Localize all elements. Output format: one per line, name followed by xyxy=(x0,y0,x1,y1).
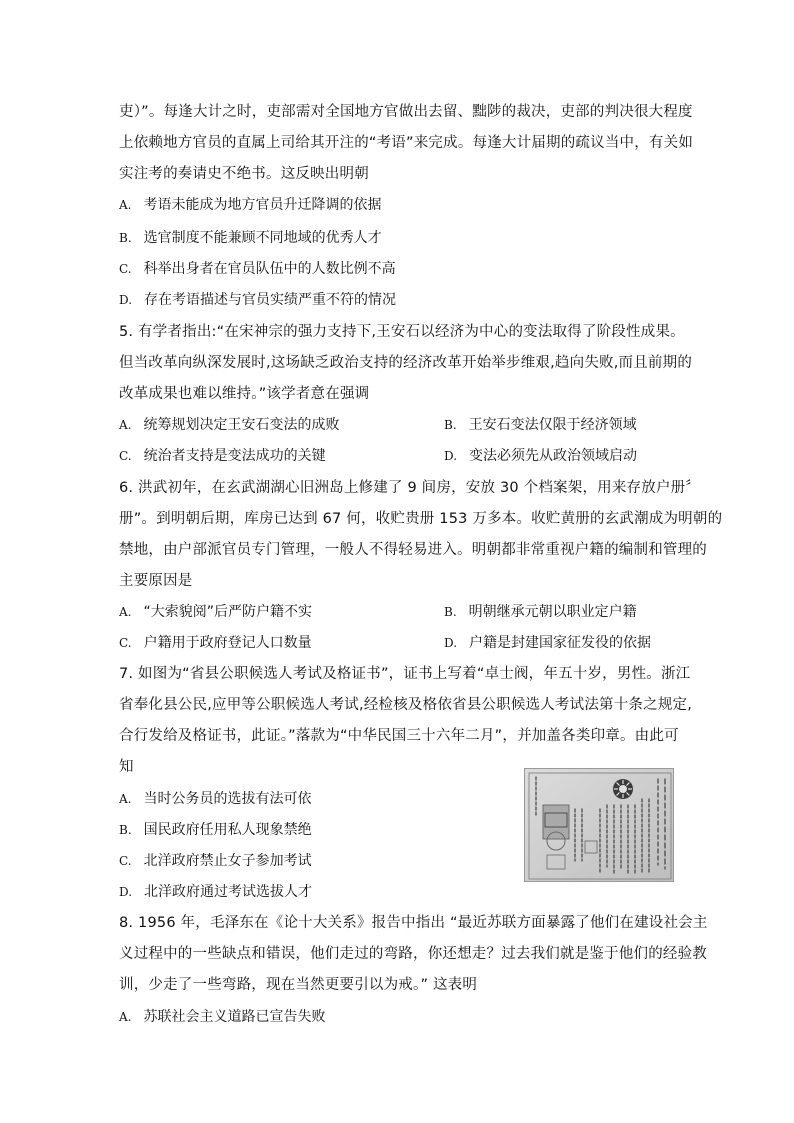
option-text: 考语未能成为地方官员升迁降调的依据 xyxy=(143,197,382,213)
option-text: 户籍用于政府登记人口数量 xyxy=(143,635,312,651)
q4-stem-line: 上依赖地方官员的直属上司给其开注的“考语”来完成。每逢大计届期的疏议当中，有关如 xyxy=(119,135,694,151)
option-text: 北洋政府禁止女子参加考试 xyxy=(143,853,312,869)
q6-stem-line: 6. 洪武初年，在玄武湖湖心旧洲岛上修建了 9 间房，安放 30 个档案架，用来存放户册〞 xyxy=(119,480,701,496)
option-letter: D. xyxy=(444,636,458,650)
option-text: 统治者支持是变法成功的关键 xyxy=(143,448,326,464)
option-letter: A. xyxy=(119,605,132,619)
option-text: 变法必须先从政治领域启动 xyxy=(469,448,638,464)
option-text: “大索貌阅”后严防户籍不实 xyxy=(143,604,312,620)
option-letter: D. xyxy=(119,885,133,899)
q4-stem-line: 吏）”。每逢大计之时，吏部需对全国地方官做出去留、黜陟的裁决，吏部的判决很大程度 xyxy=(119,104,693,120)
option-letter: C. xyxy=(119,636,132,650)
q8-option-a xyxy=(119,1007,325,1027)
q5-option-b xyxy=(444,415,637,435)
option-letter: A. xyxy=(119,1010,132,1024)
emblem-seal xyxy=(613,779,633,799)
option-letter: B. xyxy=(119,823,132,837)
option-text: 户籍是封建国家征发役的依据 xyxy=(469,635,652,651)
q7-option-a xyxy=(119,789,311,809)
option-text: 选官制度不能兼顾不同地域的优秀人才 xyxy=(143,230,382,246)
q5-option-a xyxy=(119,415,339,435)
q5-option-c xyxy=(119,446,326,466)
q6-option-d xyxy=(444,633,651,653)
option-text: 北洋政府通过考试选拔人才 xyxy=(144,884,313,900)
option-text: 科举出身者在官员队伍中的人数比例不高 xyxy=(143,261,396,277)
option-text: 国民政府任用私人现象禁绝 xyxy=(143,822,312,838)
option-text: 当时公务员的选拔有法可依 xyxy=(143,791,312,807)
q7-option-b xyxy=(119,820,312,840)
q6-option-b xyxy=(444,602,637,622)
q7-stem-line: 省奉化县公民,应甲等公职候选人考试,经检核及格依省县公职候选人考试法第十条之规定, xyxy=(119,697,693,713)
option-letter: B. xyxy=(444,418,457,432)
q6-stem-line: 主要原因是 xyxy=(119,573,193,589)
option-letter: D. xyxy=(444,449,458,463)
option-letter: B. xyxy=(119,231,132,245)
q4-option-a xyxy=(119,195,381,215)
q7-stem-line: 7. 如图为“省县公职候选人考试及格证书”，证书上写着“卓士阀，年五十岁，男性。浙江 xyxy=(119,666,691,682)
q6-stem-line: 册”。到明朝后期，库房已达到 67 何，收贮贵册 153 万多本。收贮黄册的玄武潮成为明朝的 xyxy=(119,511,723,527)
q7-option-d xyxy=(119,882,312,902)
q5-option-d xyxy=(444,446,637,466)
option-text: 明朝继承元朝以职业定户籍 xyxy=(468,604,637,620)
option-letter: B. xyxy=(444,605,457,619)
option-letter: C. xyxy=(119,449,132,463)
option-text: 存在考语描述与官员实绩严重不符的情况 xyxy=(144,292,397,308)
q7-stem-line: 知 xyxy=(119,759,134,775)
q5-stem-line: 改革成果也难以维持。”该学者意在强调 xyxy=(119,386,370,402)
option-letter: C. xyxy=(119,262,132,276)
q8-stem-line: 训，少走了一些弯路，现在当然更要引以为戒。” 这表明 xyxy=(119,977,478,993)
q7-option-c xyxy=(119,851,312,871)
q8-stem-line: 义过程中的一些缺点和错误，他们走过的弯路，你还想走？过去我们就是鉴于他们的经验教 xyxy=(119,946,707,962)
option-text: 王安石变法仅限于经济领域 xyxy=(468,417,637,433)
q5-stem-line: 5. 有学者指出:“在宋神宗的强力支持下,王安石以经济为中心的变法取得了阶段性成果。 xyxy=(119,324,685,340)
q4-stem-line: 实注考的奏请史不绝书。这反映出明朝 xyxy=(119,166,369,182)
option-letter: A. xyxy=(119,198,132,212)
option-text: 苏联社会主义道路已宣告失败 xyxy=(143,1009,326,1025)
q6-option-c xyxy=(119,633,312,653)
q4-option-b xyxy=(119,228,382,248)
option-letter: C. xyxy=(119,854,132,868)
q7-stem-line: 合行发给及格证书，此证。”落款为“中华民国三十六年二月”，并加盖各类印章。由此可 xyxy=(119,728,679,744)
q6-option-a xyxy=(119,602,312,622)
q4-option-d xyxy=(119,290,396,310)
option-text: 统筹规划决定王安石变法的成败 xyxy=(143,417,340,433)
q4-option-c xyxy=(119,259,396,279)
option-letter: D. xyxy=(119,293,133,307)
certificate-photo xyxy=(524,768,674,882)
option-letter: A. xyxy=(119,418,132,432)
q6-stem-line: 禁地，由户部派官员专门管理，一般人不得轻易进入。明朝都非常重视户籍的编制和管理的 xyxy=(119,542,707,558)
option-letter: A. xyxy=(119,792,132,806)
q5-stem-line: 但当改革向纵深发展时,这场缺乏政治支持的经济改革开始举步维艰,趋向失败,而且前期的 xyxy=(119,355,693,371)
certificate-illustration xyxy=(525,769,674,882)
q8-stem-line: 8. 1956 年，毛泽东在《论十大关系》报告中指出 “最近苏联方面暴露了他们在建设社会主 xyxy=(119,915,708,931)
